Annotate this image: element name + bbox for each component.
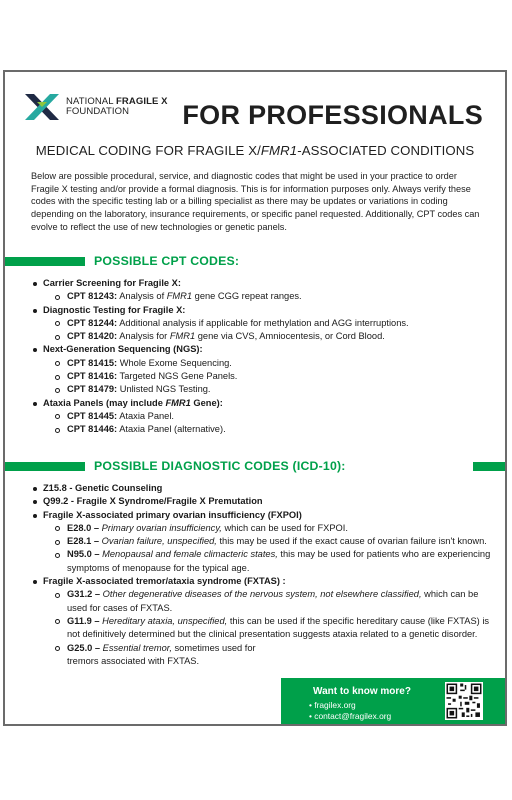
icd-code: G25.0 –	[67, 642, 101, 653]
cpt-group-diagnostic	[31, 304, 491, 317]
icd-desc-italic: Primary ovarian insufficiency,	[99, 522, 222, 533]
icd-z158	[31, 482, 491, 495]
cpt-group-ngs	[31, 343, 491, 356]
nfxf-x-logo-icon	[23, 92, 61, 122]
subtitle-prefix: MEDICAL CODING FOR FRAGILE X/	[35, 143, 261, 158]
cpt-desc-italic: FMR1	[166, 291, 193, 302]
list-item	[31, 290, 491, 303]
icd-code-line: Q99.2 - Fragile X Syndrome/Fragile X Premutation	[43, 496, 263, 507]
icd-section-header	[5, 459, 505, 475]
icd-heading: POSSIBLE DIAGNOSTIC CODES (ICD-10):	[94, 459, 346, 473]
page-subtitle	[5, 143, 505, 158]
flyer-page	[3, 70, 507, 726]
cpt-heading-bar	[5, 257, 85, 266]
icd-group-label: Fragile X-associated tremor/ataxia syndrome (FXTAS) :	[43, 576, 286, 587]
list-item	[31, 330, 491, 343]
icd-desc: this may be used if the exact cause of ovarian failure isn't known.	[216, 536, 487, 547]
icd-code-line: Z15.8 - Genetic Counseling	[43, 483, 163, 493]
cpt-group-ataxia	[31, 397, 491, 410]
cpt-group-label: Gene):	[190, 397, 223, 408]
list-item	[31, 370, 491, 383]
cpt-group-label: Next-Generation Sequencing (NGS):	[43, 344, 203, 355]
list-item	[31, 522, 491, 535]
icd-group-label: Fragile X-associated primary ovarian insufficiency (FXPOI)	[43, 509, 302, 520]
page-title: FOR PROFESSIONALS	[182, 100, 483, 130]
contact-title: Want to know more?	[313, 686, 411, 697]
email-link[interactable]: • contact@fragilex.org	[309, 711, 392, 721]
cpt-list	[31, 277, 491, 437]
cpt-code: CPT 81244:	[67, 317, 118, 328]
list-item	[31, 535, 491, 548]
intro-paragraph: Below are possible procedural, service, and diagnostic codes that might be used in your practice to order Fragile X testing and/or provide a formal diagnosis. This is for information purposes only. Always verify these codes with the specific testing lab or a billing specialist as there may be updates or variations in coding depending on the laboratory, insurance requirements, or specific panel requested. Additionally, CPT codes can evolve to reflect the use of new technologies or genetic panels.	[31, 171, 480, 232]
icd-code: E28.0 –	[67, 522, 100, 533]
cpt-desc-italic: FMR1	[169, 331, 196, 342]
logo-line2: FOUNDATION	[66, 106, 130, 117]
list-item	[31, 615, 491, 642]
cpt-group-label: Diagnostic Testing for Fragile X:	[43, 304, 186, 315]
cpt-code: CPT 81416:	[67, 371, 118, 382]
logo-text	[66, 97, 168, 117]
list-item	[31, 317, 491, 330]
cpt-section-header	[5, 254, 505, 270]
contact-box	[281, 678, 505, 724]
icd-desc-italic: Menopausal and female climacteric states,	[99, 549, 278, 560]
cpt-group-carrier	[31, 277, 491, 290]
icd-fxtas-group	[31, 575, 491, 588]
icd-desc-italic: Ovarian failure, unspecified,	[99, 536, 217, 547]
icd-code: G11.9 –	[67, 615, 100, 626]
list-item	[31, 410, 491, 423]
cpt-desc: gene via CVS, Amniocentesis, or Cord Blood.	[195, 331, 385, 342]
icd-desc-italic: Essential tremor,	[100, 642, 172, 653]
icd-desc: which can be used for cases of FXTAS.	[67, 589, 479, 613]
icd-q992	[31, 495, 491, 508]
qr-code-icon[interactable]	[445, 682, 483, 720]
cpt-code: CPT 81415:	[67, 357, 118, 368]
cpt-desc: Unlisted NGS Testing.	[117, 384, 211, 395]
cpt-desc: Analysis for	[117, 331, 170, 342]
cpt-heading: POSSIBLE CPT CODES:	[94, 254, 240, 268]
cpt-desc: Targeted NGS Gene Panels.	[117, 371, 238, 382]
list-item	[31, 357, 491, 370]
logo-line1-bold: FRAGILE X	[116, 96, 168, 107]
cpt-code: CPT 81479:	[67, 384, 118, 395]
icd-heading-bar-right	[473, 462, 505, 471]
subtitle-suffix: -ASSOCIATED CONDITIONS	[297, 143, 475, 158]
icd-list	[31, 482, 491, 668]
icd-fxpoi-group	[31, 509, 491, 522]
nfxf-logo	[23, 92, 168, 122]
icd-desc: sometimes used for tremors associated with FXTAS.	[67, 642, 256, 666]
cpt-group-label-italic: FMR1	[165, 397, 191, 408]
list-item	[31, 548, 491, 575]
cpt-desc: Ataxia Panel (alternative).	[117, 424, 226, 435]
cpt-code: CPT 81446:	[67, 424, 118, 435]
icd-desc-italic: Hereditary ataxia, unspecified,	[99, 615, 228, 626]
icd-desc: this may be used for patients who are experiencing symptoms of menopause for the typical age.	[67, 549, 491, 573]
cpt-desc: Ataxia Panel.	[117, 410, 174, 421]
cpt-desc: Whole Exome Sequencing.	[117, 357, 232, 368]
cpt-desc: Additional analysis if applicable for methylation and AGG interruptions.	[117, 317, 409, 328]
icd-code: N95.0 –	[67, 549, 100, 560]
list-item	[31, 383, 491, 396]
icd-code: E28.1 –	[67, 536, 100, 547]
icd-code: G31.2 –	[67, 589, 101, 600]
subtitle-italic: FMR1	[260, 143, 298, 158]
cpt-code: CPT 81445:	[67, 410, 118, 421]
icd-desc: which can be used for FXPOI.	[221, 522, 348, 533]
cpt-group-label: Carrier Screening for Fragile X:	[43, 278, 181, 288]
list-item	[31, 588, 491, 615]
cpt-desc: gene CGG repeat ranges.	[192, 291, 302, 302]
list-item	[31, 642, 277, 669]
logo-line1-prefix: NATIONAL	[66, 96, 114, 107]
icd-desc-italic: Other degenerative diseases of the nervous system, not elsewhere classified,	[100, 589, 422, 600]
cpt-code: CPT 81420:	[67, 331, 118, 342]
icd-heading-bar	[5, 462, 85, 471]
cpt-group-label: Ataxia Panels (may include	[43, 397, 166, 408]
cpt-desc: Analysis of	[117, 291, 167, 302]
cpt-code: CPT 81243:	[67, 291, 118, 302]
icd-desc: this can be used if the specific hereditary cause (like FXTAS) is not definitively determined but the clinical presentation suggests ataxia related to a genetic disorder.	[67, 615, 490, 640]
list-item	[31, 423, 491, 436]
website-link[interactable]: • fragilex.org	[309, 700, 356, 710]
